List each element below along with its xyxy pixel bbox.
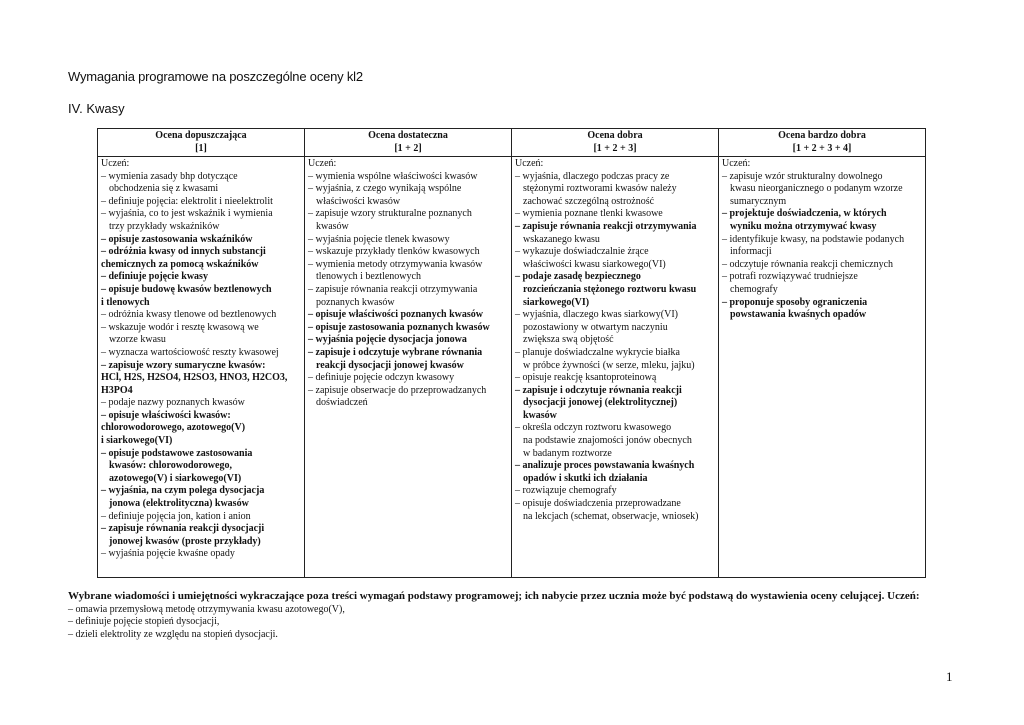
requirement-line: – określa odczyn roztworu kwasowego <box>515 422 672 434</box>
requirement-line: – definiuje pojęcie kwasy <box>101 271 208 283</box>
requirement-line: – wyjaśnia pojęcie dysocjacja jonowa <box>308 334 467 346</box>
requirement-line: – wyjaśnia, co to jest wskaźnik i wymienia <box>101 208 273 220</box>
requirement-line: – definiuje pojęcia jon, kation i anion <box>101 510 251 522</box>
requirement-line: – wskazuje wodór i resztę kwasową we <box>101 321 259 333</box>
header-grade-satisfactory <box>305 129 512 157</box>
requirement-line: – opisuje właściwości kwasów: <box>101 409 231 421</box>
requirement-line: siarkowego(VI) <box>523 296 590 308</box>
requirement-line: – zapisuje równania reakcji otrzymywania <box>308 283 478 295</box>
requirement-line: – zapisuje i odczytuje wybrane równania <box>308 346 483 358</box>
requirement-line: wzorze kwasu <box>109 334 166 346</box>
extra-requirements-heading: Wybrane wiadomości i umiejętności wykraczające poza treści wymagań podstawy programowej; ich nabycie przez ucznia może być podstawą do wystawienia oceny celującej. Uczeń: <box>68 590 920 602</box>
extra-requirements <box>68 590 938 641</box>
requirement-line: – opisuje zastosowania wskaźników <box>101 233 253 245</box>
requirement-line: kwasów: chlorowodorowego, <box>109 460 232 472</box>
header-range: [1 + 2] <box>394 142 422 154</box>
table-header-row <box>98 129 926 157</box>
header-grade-good <box>512 129 719 157</box>
requirement-line: – wyjaśnia, dlaczego podczas pracy ze <box>515 170 670 182</box>
page-number: 1 <box>946 669 953 684</box>
header-name: Ocena bardzo dobra <box>778 130 866 141</box>
requirement-line: Uczeń: <box>515 158 544 169</box>
requirement-line: chlorowodorowego, azotowego(V) <box>101 422 246 434</box>
extra-requirement-item: – definiuje pojęcie stopień dysocjacji, <box>68 616 220 628</box>
requirement-line: pozostawiony w otwartym naczyniu <box>523 321 668 333</box>
requirement-line: dysocjacji jonowej (elektrolitycznej) <box>523 397 678 409</box>
extra-requirement-item: – omawia przemysłową metodę otrzymywania kwasu azotowego(V), <box>68 603 345 615</box>
requirement-line: kwasu nieorganicznego o podanym wzorze <box>730 183 903 195</box>
header-range: [1 + 2 + 3] <box>593 142 637 154</box>
header-range: [1 + 2 + 3 + 4] <box>792 142 852 154</box>
requirement-line: jonowa (elektrolityczna) kwasów <box>109 498 249 510</box>
requirement-line: – wyjaśnia pojęcie kwaśne opady <box>101 548 235 560</box>
requirement-line: informacji <box>730 246 772 258</box>
requirement-line: HCl, H2S, H2SO4, H2SO3, HNO3, H2CO3, <box>101 372 288 384</box>
requirement-line: Uczeń: <box>101 158 130 169</box>
requirement-line: wyniku można otrzymywać kwasy <box>730 220 877 232</box>
header-name: Ocena dopuszczająca <box>155 130 247 141</box>
requirement-line: właściwości kwasu siarkowego(VI) <box>523 258 666 270</box>
requirement-line: chemografy <box>730 283 778 295</box>
requirement-line: w badanym roztworze <box>523 447 612 459</box>
requirement-line: poznanych kwasów <box>316 296 395 308</box>
header-range: [1] <box>195 142 207 154</box>
requirement-line: – zapisuje wzory strukturalne poznanych <box>308 208 472 220</box>
requirement-line: – wyjaśnia, dlaczego kwas siarkowy(VI) <box>515 309 679 321</box>
requirement-line: – zapisuje równania reakcji dysocjacji <box>101 523 265 535</box>
requirement-line: Uczeń: <box>722 158 751 169</box>
requirement-line: – zapisuje obserwacje do przeprowadzanych <box>308 384 487 396</box>
requirement-line: H3PO4 <box>101 384 133 396</box>
requirement-line: – podaje zasadę bezpiecznego <box>515 271 641 283</box>
requirement-line: – potrafi rozwiązywać trudniejsze <box>722 271 858 283</box>
requirement-line: na lekcjach (schemat, obserwacje, wniosek) <box>523 510 699 522</box>
requirement-line: – podaje nazwy poznanych kwasów <box>101 397 245 409</box>
requirement-line: – opisuje doświadczenia przeprowadzane <box>515 498 681 510</box>
requirement-line: – proponuje sposoby ograniczenia <box>722 296 868 308</box>
requirement-line: Uczeń: <box>308 158 337 169</box>
requirement-line: na podstawie znajomości jonów obecnych <box>523 435 692 447</box>
requirement-line: opadów i skutki ich działania <box>523 472 648 484</box>
requirement-line: trzy przykłady wskaźników <box>109 220 220 232</box>
requirement-line: wskazanego kwasu <box>523 233 600 245</box>
requirement-line: – wyjaśnia, na czym polega dysocjacja <box>101 485 265 497</box>
requirement-line: – zapisuje wzór strukturalny dowolnego <box>722 170 883 182</box>
requirement-line: rozcieńczania stężonego roztworu kwasu <box>523 283 697 295</box>
requirement-line: azotowego(V) i siarkowego(VI) <box>109 472 242 484</box>
requirement-line: – wymienia wspólne właściwości kwasów <box>308 170 478 182</box>
requirement-line: – opisuje podstawowe zastosowania <box>101 447 253 459</box>
requirement-line: – planuje doświadczalne wykrycie białka <box>515 346 680 358</box>
requirement-line: – wyjaśnia pojęcie tlenek kwasowy <box>308 233 450 245</box>
requirement-line: stężonymi roztworami kwasów należy <box>523 183 677 195</box>
requirement-line: – wyznacza wartościowość reszty kwasowej <box>101 346 279 358</box>
requirement-line: sumarycznym <box>730 195 787 207</box>
requirement-line: doświadczeń <box>316 397 368 409</box>
requirement-line: – wymienia zasady bhp dotyczące <box>101 170 238 182</box>
requirement-line: – identyfikuje kwasy, na podstawie podanych <box>722 233 905 245</box>
requirement-line: – opisuje zastosowania poznanych kwasów <box>308 321 490 333</box>
requirement-line: chemicznych za pomocą wskaźników <box>101 258 259 270</box>
requirement-line: zwiększa swą objętość <box>523 334 614 346</box>
requirement-line: – analizuje proces powstawania kwaśnych <box>515 460 695 472</box>
header-grade-sufficient-low <box>98 129 305 157</box>
requirement-line: w próbce żywności (w serze, mleku, jajku) <box>523 359 695 371</box>
requirement-line: i siarkowego(VI) <box>101 435 173 447</box>
requirement-line: – zapisuje i odczytuje równania reakcji <box>515 384 682 396</box>
column-grade-good <box>512 157 719 578</box>
requirement-line: – opisuje właściwości poznanych kwasów <box>308 309 484 321</box>
requirement-line: tlenowych i beztlenowych <box>316 271 421 283</box>
requirement-line: właściwości kwasów <box>316 195 401 207</box>
requirement-line: – rozwiązuje chemografy <box>515 485 617 497</box>
requirement-line: kwasów <box>523 409 557 421</box>
requirement-line: – zapisuje wzory sumaryczne kwasów: <box>101 359 266 371</box>
requirement-line: – wymienia metody otrzymywania kwasów <box>308 258 483 270</box>
requirement-line: – opisuje budowę kwasów beztlenowych <box>101 283 272 295</box>
requirement-line: – projektuje doświadczenia, w których <box>722 208 887 220</box>
requirement-line: – odróżnia kwasy tlenowe od beztlenowych <box>101 309 277 321</box>
requirement-line: jonowej kwasów (proste przykłady) <box>109 535 261 547</box>
requirement-line: zachować szczególną ostrożność <box>523 195 655 207</box>
column-grade-satisfactory <box>305 157 512 578</box>
requirement-line: powstawania kwaśnych opadów <box>730 309 867 321</box>
column-grade-sufficient-low <box>98 157 305 578</box>
requirement-line: – definiuje pojęcia: elektrolit i nieelektrolit <box>101 195 273 207</box>
requirement-line: – wyjaśnia, z czego wynikają wspólne <box>308 183 462 195</box>
header-grade-very-good <box>719 129 926 157</box>
column-grade-very-good <box>719 157 926 578</box>
extra-requirement-item: – dzieli elektrolity ze względu na stopień dysocjacji. <box>68 628 278 640</box>
requirement-line: – definiuje pojęcie odczyn kwasowy <box>308 372 455 384</box>
requirement-line: – wymienia poznane tlenki kwasowe <box>515 208 663 220</box>
requirement-line: – wykazuje doświadczalnie żrące <box>515 246 649 258</box>
requirement-line: kwasów <box>316 220 349 232</box>
requirement-line: – opisuje reakcję ksantoproteinową <box>515 372 657 384</box>
requirement-line: reakcji dysocjacji jonowej kwasów <box>316 359 464 371</box>
header-name: Ocena dostateczna <box>368 130 448 141</box>
requirements-table <box>97 128 926 578</box>
page-title: Wymagania programowe na poszczególne oceny kl2 <box>68 69 363 84</box>
requirement-line: – zapisuje równania reakcji otrzymywania <box>515 220 697 232</box>
requirement-line: – wskazuje przykłady tlenków kwasowych <box>308 246 480 258</box>
header-name: Ocena dobra <box>587 130 643 141</box>
section-heading: IV. Kwasy <box>68 101 125 116</box>
requirement-line: i tlenowych <box>101 296 150 308</box>
requirement-line: – odróżnia kwasy od innych substancji <box>101 246 266 258</box>
requirement-line: – odczytuje równania reakcji chemicznych <box>722 258 894 270</box>
requirement-line: obchodzenia się z kwasami <box>109 183 219 195</box>
table-row <box>98 157 926 578</box>
